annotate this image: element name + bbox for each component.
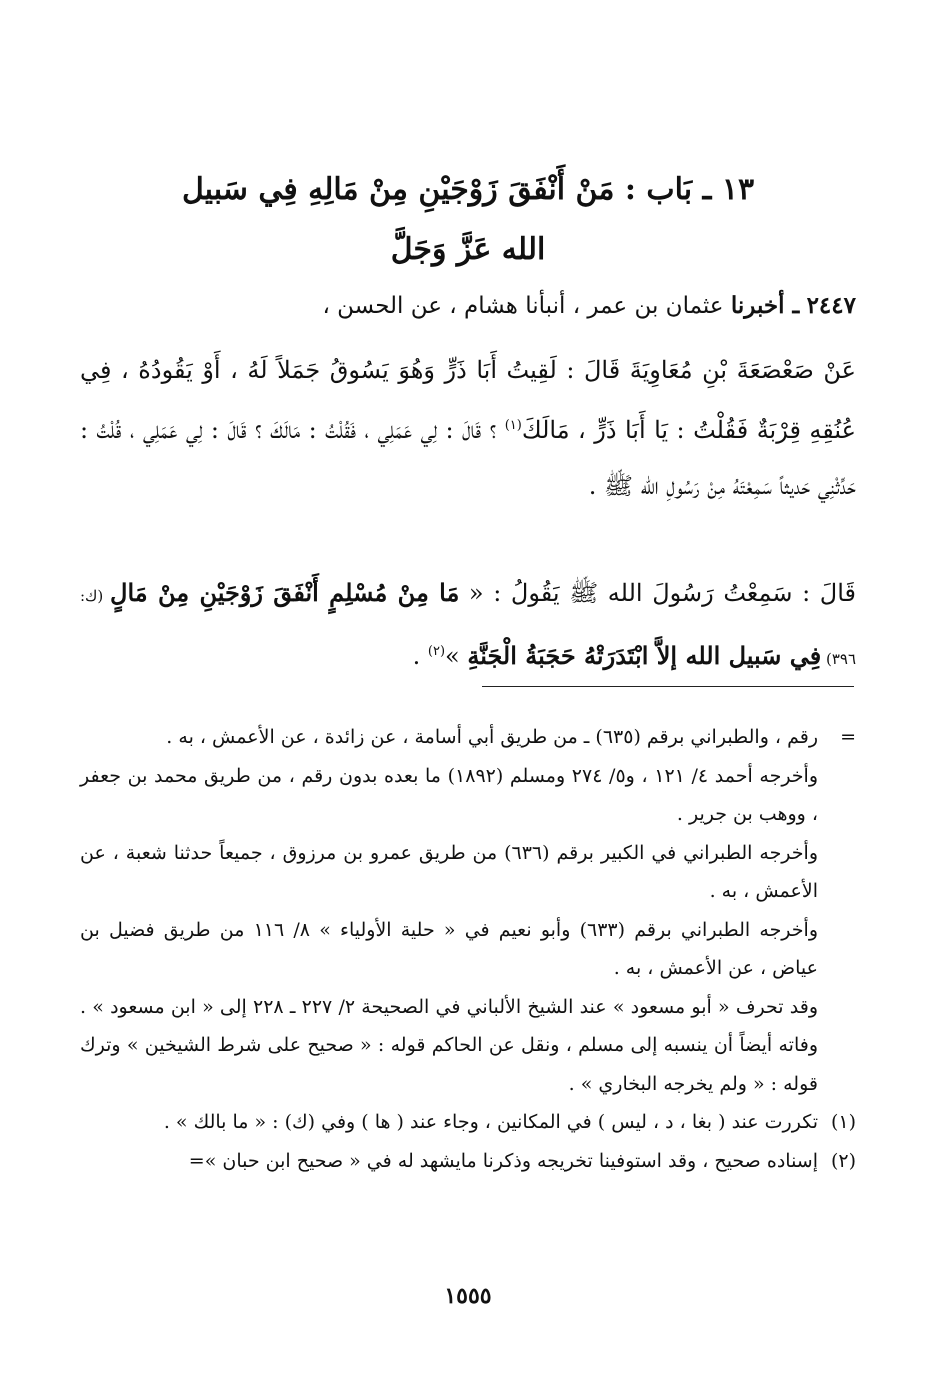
hadith-matn-part-2: فِي سَبيل الله إلاَّ ابْتَدَرَتْهُ حَجَبَةُ الْجَنَّةِ	[467, 641, 822, 670]
footnote-item	[80, 718, 856, 757]
closing-quote: »	[445, 642, 468, 670]
manuscript-page-ref: (ك: ٣٩٦)	[80, 587, 856, 668]
footnote-text: وأخرجه أحمد ٤/ ١٢١ ، و٥/ ٢٧٤ ومسلم (١٨٩٢) ما بعده بدون رقم ، من طريق محمد بن جعفر ، ووهب بن جرير .	[80, 764, 818, 825]
page-number: ١٥٥٥	[444, 1283, 492, 1309]
footnote-text: وأخرجه الطبراني في الكبير برقم (٦٣٦) من طريق عمرو بن مرزوق ، جميعاً حدثنا شعبة ، عن الأعمش ، به .	[80, 841, 818, 902]
footnote-text: تكررت عند ( بغا ، د ، ليس ) في المكانين ، وجاء عند ( ها ) وفي (ك) : « ما بالك » .	[163, 1111, 818, 1133]
footnote-ref-1: (١)	[504, 418, 522, 433]
footnote-item	[80, 1103, 856, 1142]
isnad-lead: ـ أخبرنا	[730, 292, 800, 319]
footnote-mark: (١)	[830, 1111, 856, 1133]
footnote-ref-2: (٢)	[427, 644, 446, 659]
paragraph-1-text-b: ؟ قَالَ : لِي عَمَلِي ، فَقُلْتُ : مَالَكَ ؟ قَالَ : لِي عَمَلِي ، قُلْتُ : حَدِّثْنِي حَديثاً سَمِعْتَهُ مِنْ رَسُولِ الله ﷺ .	[80, 416, 856, 500]
chapter-title-line-1: ١٣ ـ بَاب : مَنْ أَنْفَقَ زَوْجَيْنِ مِنْ مَالِهِ فِي سَبيل	[181, 172, 755, 207]
hadith-paragraph-1	[80, 342, 856, 514]
footnote-text: وقد تحرف « أبو مسعود » عند الشيخ الألباني في الصحيحة ٢/ ٢٢٧ ـ ٢٢٨ إلى « ابن مسعود » . وفاته أيضاً أن ينسبه إلى مسلم ، ونقل عن الحاكم قوله : « صحيح على شرط الشيخين » وترك قوله : « ولم يخرجه البخاري » .	[80, 995, 818, 1095]
footnote-text: وأخرجه الطبراني برقم (٦٣٣) وأبو نعيم في « حلية الأولياء » ٨/ ١١٦ من طريق فضيل بن عياض ، عن الأعمش ، به .	[80, 918, 818, 979]
footnotes	[80, 718, 856, 1180]
footnote-divider	[482, 686, 854, 687]
hadith-paragraph-2	[80, 565, 856, 687]
isnad-text: عثمان بن عمر ، أنبأنا هشام ، عن الحسن ،	[322, 293, 731, 319]
footnote-item	[80, 988, 856, 1104]
paragraph-1-text-a: عَنْ صَعْصَعَةَ بْنِ مُعَاوِيَةَ قَالَ : لَقِيتُ أَبَا ذَرٍّ وَهُوَ يَسُوقُ جَمَلاً لَهُ ، أَوْ يَقُودُهُ ، فِي عُنُقِهِ قِرْبَةٌ فَقُلْتُ : يَا أَبَا ذَرٍّ ، مَالَكَ	[80, 356, 856, 444]
footnote-item	[80, 911, 856, 988]
paragraph-2-end: .	[412, 642, 428, 670]
footnote-text: إسناده صحيح ، وقد استوفينا تخريجه وذكرنا مايشهد له في « صحيح ابن حبان »=	[188, 1149, 818, 1172]
paragraph-2-intro: قَالَ : سَمِعْتُ رَسُولَ الله ﷺ يَقُولُ : «	[459, 579, 857, 607]
footnote-item	[80, 1142, 856, 1181]
hadith-matn-part-1: مَا مِنْ مُسْلِمٍ أَنْفَقَ زَوْجَيْنِ مِنْ مَالٍ	[110, 578, 460, 607]
hadith-number: ٢٤٤٧	[806, 292, 856, 319]
footnote-mark: (٢)	[830, 1149, 856, 1172]
footnote-item	[80, 757, 856, 834]
footnote-text: رقم ، والطبراني برقم (٦٣٥) ـ من طريق أبي أسامة ، عن زائدة ، عن الأعمش ، به .	[166, 726, 818, 748]
hadith-isnad	[80, 286, 856, 326]
footnote-mark: =	[840, 726, 856, 748]
chapter-title	[80, 160, 856, 280]
chapter-title-line-2: الله عَزَّ وَجَلَّ	[390, 232, 546, 267]
footnote-item	[80, 834, 856, 911]
